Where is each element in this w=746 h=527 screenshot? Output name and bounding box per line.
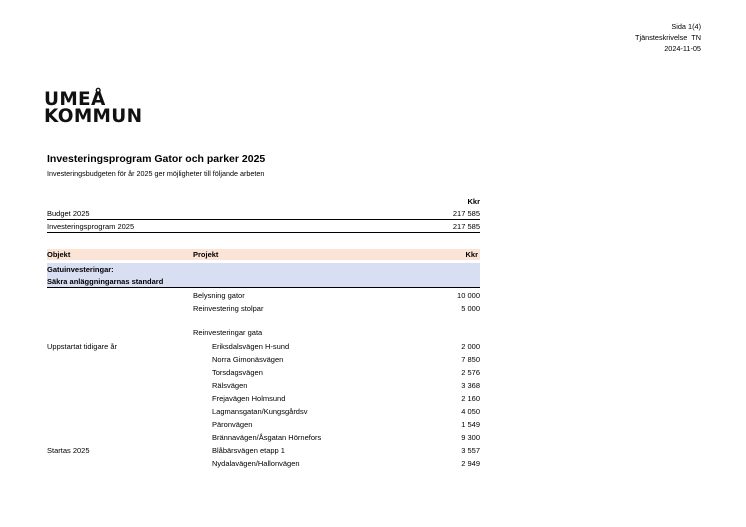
project-name: Eriksdalsvägen H-sund — [212, 342, 290, 351]
column-header-kkr: Kkr — [465, 250, 478, 259]
project-name: Päronvägen — [212, 420, 253, 429]
project-value: 2 949 — [461, 459, 480, 468]
summary-unit: Kkr — [467, 197, 480, 206]
summary-unit-row — [47, 196, 480, 207]
divider — [47, 232, 480, 233]
summary-value: 217 585 — [452, 209, 480, 218]
project-value: 3 368 — [461, 381, 480, 390]
project-value: 4 050 — [461, 407, 480, 416]
project-name: Norra Gimonäsvägen — [212, 355, 284, 364]
project-name: Lagmansgatan/Kungsgårdsv — [212, 407, 308, 416]
project-name: Rälsvägen — [212, 381, 248, 390]
column-header-objekt: Objekt — [47, 250, 71, 259]
object-label: Startas 2025 — [47, 446, 90, 455]
table-header-row — [47, 249, 480, 260]
group-row — [47, 327, 480, 338]
project-value: 7 850 — [461, 355, 480, 364]
document-date: 2024-11-05 — [664, 44, 701, 53]
project-value: 3 557 — [461, 446, 480, 455]
project-value: 2 000 — [461, 342, 480, 351]
object-label: Uppstartat tidigare år — [47, 342, 118, 351]
table-row — [47, 445, 480, 456]
umea-kommun-logo — [44, 91, 142, 125]
project-name: Nydalavägen/Hallonvägen — [212, 459, 300, 468]
project-value: 2 576 — [461, 368, 480, 377]
table-row — [47, 432, 480, 443]
table-row — [47, 341, 480, 352]
table-row — [47, 419, 480, 430]
project-value: 9 300 — [461, 433, 480, 442]
section-title: Gatuinvesteringar: — [47, 265, 114, 274]
project-name: Blåbärsvägen etapp 1 — [212, 446, 285, 455]
project-value: 10 000 — [457, 291, 480, 300]
group-label: Reinvesteringar gata — [193, 328, 263, 337]
table-row — [47, 354, 480, 365]
project-value: 1 549 — [461, 420, 480, 429]
table-row — [47, 367, 480, 378]
table-row — [47, 393, 480, 404]
section-header — [47, 263, 480, 288]
table-row — [47, 290, 480, 301]
project-name: Brännavägen/Åsgatan Hörnefors — [212, 433, 322, 442]
summary-label: Investeringsprogram 2025 — [47, 222, 135, 231]
column-header-projekt: Projekt — [193, 250, 219, 259]
project-value: 2 160 — [461, 394, 480, 403]
document-header — [635, 21, 701, 54]
logo-line-1: UMEÅ — [44, 89, 106, 110]
page-subtitle: Investeringsbudgeten för år 2025 ger möjligheter till följande arbeten — [47, 169, 265, 178]
logo-line-2: KOMMUN — [44, 106, 143, 127]
table-row — [47, 458, 480, 469]
project-name: Reinvestering stolpar — [193, 304, 264, 313]
project-name: Frejavägen Holmsund — [212, 394, 286, 403]
page-number: Sida 1(4) — [671, 22, 701, 31]
document-type: Tjänsteskrivelse TN — [635, 33, 701, 42]
project-name: Torsdagsvägen — [212, 368, 263, 377]
summary-label: Budget 2025 — [47, 209, 90, 218]
summary-row — [47, 221, 480, 232]
summary-value: 217 585 — [452, 222, 480, 231]
project-name: Belysning gator — [193, 291, 245, 300]
summary-row — [47, 208, 480, 219]
project-value: 5 000 — [461, 304, 480, 313]
section-subtitle: Säkra anläggningarnas standard — [47, 277, 164, 286]
divider — [47, 219, 480, 220]
table-row — [47, 380, 480, 391]
page-title: Investeringsprogram Gator och parker 2025 — [47, 153, 266, 165]
table-row — [47, 406, 480, 417]
table-row — [47, 303, 480, 314]
